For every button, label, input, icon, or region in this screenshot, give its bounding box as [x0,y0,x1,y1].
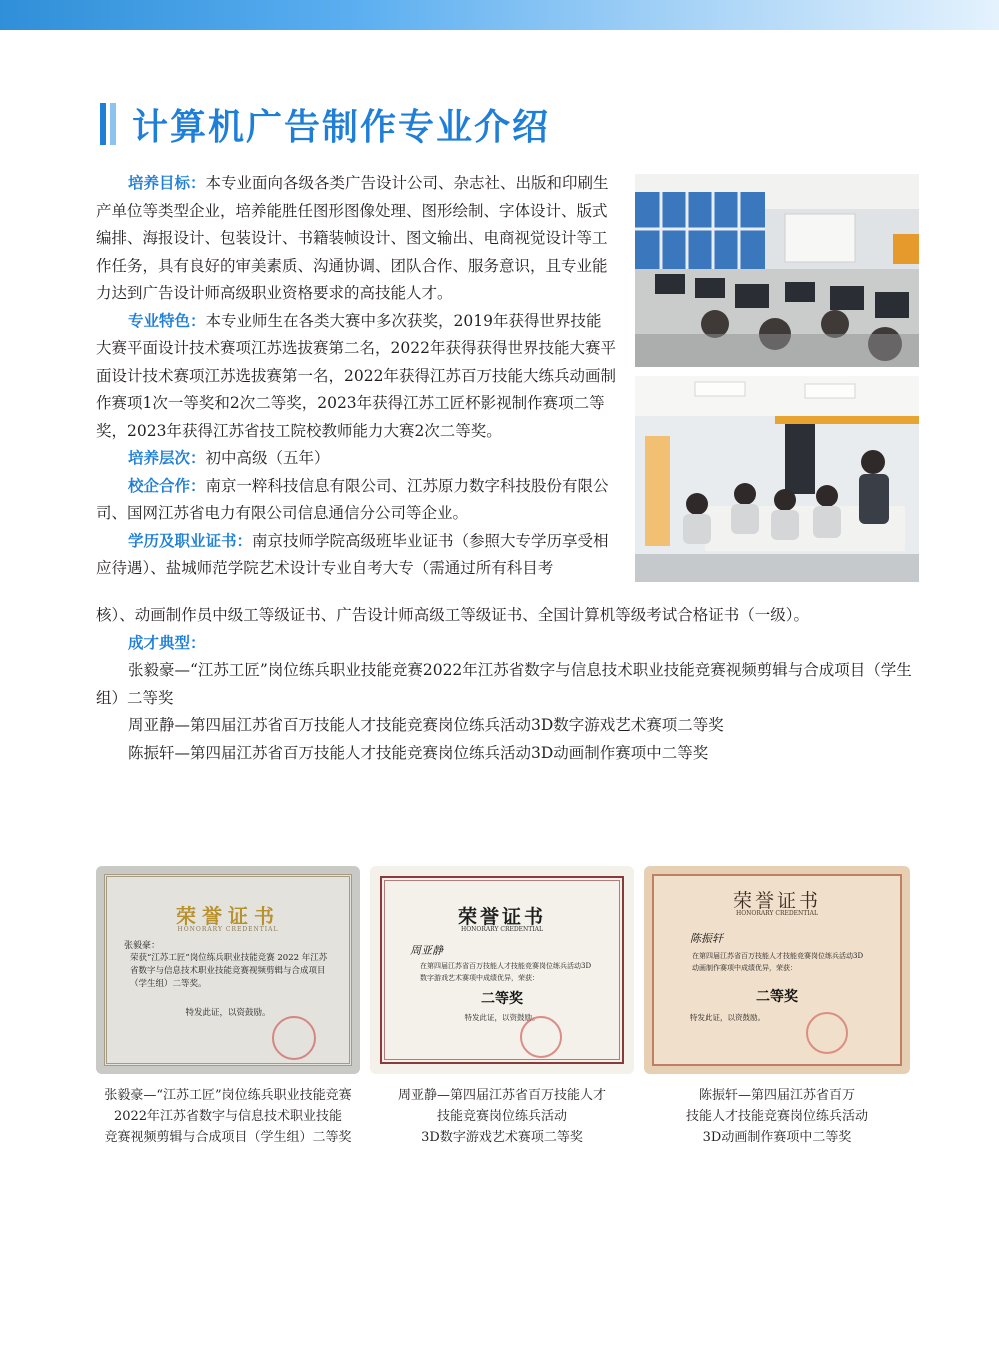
certificate-3 [644,866,910,1074]
certificate-2-award: 二等奖 [481,991,523,1007]
talent-label: 成才典型： [128,633,206,652]
classroom-photo-computer-lab [635,174,919,367]
certificate-3-closing: 特发此证，以资鼓励。 [690,1013,765,1022]
certificate-1-seal [272,1016,316,1060]
caption-line: 3D数字游戏艺术赛项二等奖 [421,1130,583,1145]
cert-text-1: 南京技师学院高级班毕业证书（参照大专学历享受相应待遇）、盐城师范学院艺术设计专业自考大专（需通过所有科目考 [96,531,609,577]
title-accent-bar [100,103,106,145]
goal-paragraph [96,170,616,308]
page-header [100,96,550,152]
certificate-1-caption [86,1085,370,1148]
certificate-1-closing: 特发此证，以资鼓励。 [185,1008,271,1018]
caption-line: 竞赛视频剪辑与合成项目（学生组）二等奖 [104,1130,352,1145]
certificate-3-caption [644,1085,910,1148]
cert-paragraph [96,528,616,583]
coop-label: 校企合作： [128,476,206,495]
certificate-2-body: 在第四届江苏省百万技能人才技能竞赛岗位练兵活动3D数字游戏艺术赛项中成绩优异，荣获： [420,962,592,982]
certificate-1-body: 荣获“江苏工匠”岗位练兵职业技能竞赛 2022 年江苏省数字与信息技术职业技能竞赛视频剪辑与合成项目（学生组）二等奖。 [130,953,328,989]
certificate-2-closing: 特发此证，以资鼓励。 [464,1013,540,1022]
cert-label: 学历及职业证书： [128,531,253,550]
certificate-2 [370,866,634,1074]
top-banner [0,0,999,30]
cert-text-continued: 核）、动画制作员中级工等级证书、广告设计师高级工等级证书、全国计算机等级考试合格证书（一级）。 [96,606,810,624]
certificate-1-name: 张毅豪： [124,941,161,951]
certificate-2-subtitle: HONORARY CREDENTIAL [461,926,543,933]
certificate-1 [96,866,360,1074]
certificate-1-subtitle: HONORARY CREDENTIAL [177,926,279,933]
feature-label: 专业特色： [128,311,206,330]
page-title: 计算机广告制作专业介绍 [132,106,551,148]
talent-text [96,602,916,767]
level-text: 初中高级（五年） [205,449,330,467]
talent-item: 陈振轩—第四届江苏省百万技能人才技能竞赛岗位练兵活动3D动画制作赛项中二等奖 [128,743,709,762]
certificate-3-award: 二等奖 [756,989,798,1005]
certificate-2-caption [370,1085,634,1148]
goal-label: 培养目标： [128,174,206,192]
intro-text [96,170,616,583]
classroom-photo-group-work [635,376,919,582]
feature-paragraph [96,308,616,446]
certificate-3-seal [806,1012,848,1054]
certificate-3-subtitle: HONORARY CREDENTIAL [736,910,818,917]
caption-line: 周亚静—第四届江苏省百万技能人才 [397,1088,606,1103]
certificate-3-title: 荣誉证书 [732,890,821,912]
title-accent-bar-light [110,103,116,145]
caption-line: 技能人才技能竞赛岗位练兵活动 [685,1109,868,1124]
certificate-2-title: 荣誉证书 [457,906,546,928]
level-label: 培养层次： [128,449,206,467]
certificate-3-body: 在第四届江苏省百万技能人才技能竞赛岗位练兵活动3D动画制作赛项中成绩优异，荣获： [692,952,864,972]
coop-paragraph [96,473,616,528]
certificate-2-name: 周亚静 [410,944,443,957]
caption-line: 3D动画制作赛项中二等奖 [702,1130,852,1145]
talent-item: 张毅豪—“江苏工匠”岗位练兵职业技能竞赛2022年江苏省数字与信息技术职业技能竞赛视频剪辑与合成项目（学生组）二等奖 [96,661,912,707]
certificate-2-seal [520,1016,562,1058]
caption-line: 2022年江苏省数字与信息技术职业技能 [113,1109,343,1124]
caption-line: 张毅豪—“江苏工匠”岗位练兵职业技能竞赛 [104,1088,352,1103]
talent-heading [96,630,916,658]
caption-line: 陈振轩—第四届江苏省百万 [698,1088,855,1103]
certificate-1-title: 荣誉证书 [176,904,280,928]
coop-text: 南京一粹科技信息有限公司、江苏原力数字科技股份有限公司、国网江苏省电力有限公司信息通信分公司等企业。 [96,476,609,522]
certificate-3-name: 陈振轩 [690,932,723,945]
feature-text: 本专业师生在各类大赛中多次获奖，2019年获得世界技能大赛平面设计技术赛项江苏选拔赛第二名，2022年获得获得世界技能大赛平面设计技术赛项江苏选拔赛第一名，2022年获得江苏百万技能大练兵动画制作赛项1次一等奖和2次二等奖，2023年获得江苏工匠杯影视制作赛项二等奖，2023年获得江苏省技工院校教师能力大赛2次二等奖。 [96,311,616,440]
goal-text: 本专业面向各级各类广告设计公司、杂志社、出版和印刷生产单位等类型企业，培养能胜任图形图像处理、图形绘制、字体设计、版式编排、海报设计、包装设计、书籍装帧设计、图文输出、电商视觉设计等工作任务，具有良好的审美素质、沟通协调、团队合作、服务意识，且专业能力达到广告设计师高级职业资格要求的高技能人才。 [96,174,609,302]
caption-line: 技能竞赛岗位练兵活动 [436,1109,567,1124]
level-paragraph [96,445,616,473]
talent-item: 周亚静—第四届江苏省百万技能人才技能竞赛岗位练兵活动3D数字游戏艺术赛项二等奖 [128,716,724,734]
